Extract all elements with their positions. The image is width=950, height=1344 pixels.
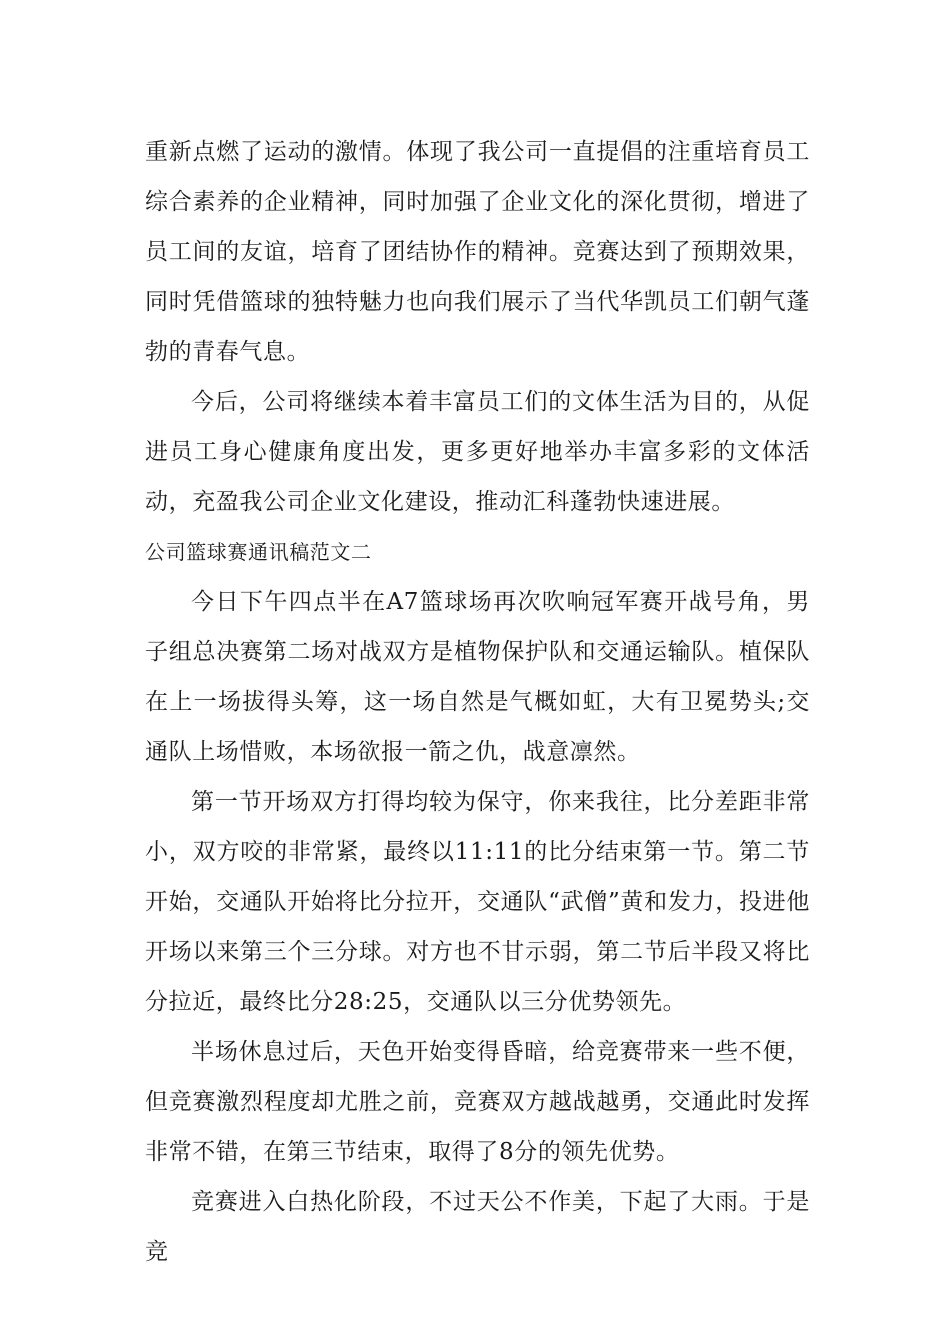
section-paragraph-1: 今日下午四点半在A7篮球场再次吹响冠军赛开战号角，男子组总决赛第二场对战双方是植物保护队和交通运输队。植保队在上一场拔得头筹，这一场自然是气概如虹，大有卫冕势头;交通队上场惜败，本场欲报一箭之仇，战意凛然。	[145, 589, 810, 765]
section-paragraph-3: 半场休息过后，天色开始变得昏暗，给竞赛带来一些不便，但竞赛激烈程度却尤胜之前，竞赛双方越战越勇，交通此时发挥非常不错，在第三节结束，取得了8分的领先优势。	[145, 1039, 810, 1165]
section-paragraph-2: 第一节开场双方打得均较为保守，你来我往，比分差距非常小，双方咬的非常紧，最终以11:11的比分结束第一节。第二节开始，交通队开始将比分拉开，交通队“武僧”黄和发力，投进他开场以来第三个三分球。对方也不甘示弱，第二节后半段又将比分拉近，最终比分28:25，交通队以三分优势领先。	[145, 789, 810, 1015]
paragraph-1: 重新点燃了运动的激情。体现了我公司一直提倡的注重培育员工综合素养的企业精神，同时加强了企业文化的深化贯彻，增进了员工间的友谊，培育了团结协作的精神。竞赛达到了预期效果，同时凭借篮球的独特魅力也向我们展示了当代华凯员工们朝气蓬勃的青春气息。	[145, 139, 810, 365]
paragraph-2: 今后，公司将继续本着丰富员工们的文体生活为目的，从促进员工身心健康角度出发，更多更好地举办丰富多彩的文体活动，充盈我公司企业文化建设，推动汇科蓬勃快速进展。	[145, 389, 810, 515]
document-body	[145, 127, 810, 1277]
section-title: 公司篮球赛通讯稿范文二	[145, 540, 372, 564]
section-paragraph-4: 竞赛进入白热化阶段，不过天公不作美，下起了大雨。于是竞	[145, 1189, 810, 1265]
